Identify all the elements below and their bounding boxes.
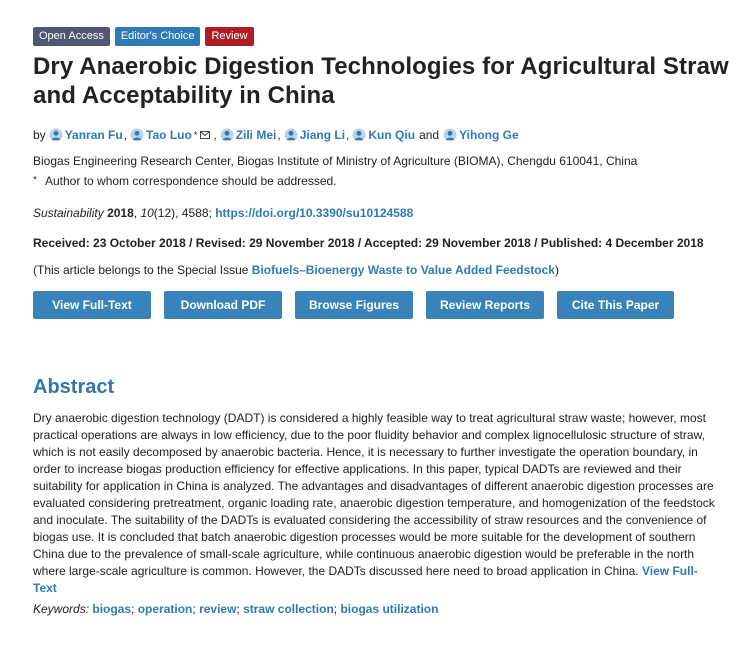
publication-dates: Received: 23 October 2018 / Revised: 29 November 2018 / Accepted: 29 November 2018 / Published: 4 December 2018	[33, 236, 704, 250]
author-link[interactable]	[130, 126, 192, 144]
author-link[interactable]	[352, 126, 415, 144]
keyword-link[interactable]: review	[199, 602, 237, 616]
author-name: Tao Luo	[146, 128, 192, 142]
person-icon	[130, 128, 144, 142]
author-name: Zili Mei	[235, 128, 277, 142]
keywords: Keywords: biogas; operation; review; straw collection; biogas utilization	[33, 602, 439, 616]
browse-figures-button[interactable]: Browse Figures	[295, 291, 413, 319]
keyword-link[interactable]: operation	[137, 602, 193, 616]
special-issue-prefix: (This article belongs to the Special Issue	[33, 263, 252, 277]
open-access-badge[interactable]: Open Access	[33, 27, 110, 46]
author-name: Jiang Li	[299, 128, 346, 142]
keyword-link[interactable]: biogas utilization	[340, 602, 439, 616]
special-issue-suffix: )	[554, 263, 559, 277]
abstract-heading: Abstract	[33, 376, 115, 398]
author-name: Yanran Fu	[64, 128, 123, 142]
by-label: by	[33, 128, 46, 142]
article-page	[33, 27, 733, 617]
person-icon	[443, 128, 457, 142]
cite-this-paper-button[interactable]: Cite This Paper	[557, 291, 674, 319]
journal-name: Sustainability	[33, 206, 104, 220]
editors-choice-badge[interactable]: Editor's Choice	[115, 27, 201, 46]
article-title: Dry Anaerobic Digestion Technologies for Agricultural Straw and Acceptability in China	[33, 53, 729, 109]
review-reports-button[interactable]: Review Reports	[426, 291, 544, 319]
review-badge[interactable]: Review	[205, 27, 253, 46]
citation-year: 2018	[107, 206, 134, 220]
view-full-text-button[interactable]: View Full-Text	[33, 291, 151, 319]
abstract-text: Dry anaerobic digestion technology (DADT) is considered a highly feasible way to treat agricultural straw waste; however, most practical operations are always in low efficiency, due to the poor fluidity behavior and complex lignocellulosic structure of straw, which is not easily decomposed by anaerobic bacteria. Hence, it is necessary to further investigate the operation boundary, in order to increase biogas production efficiency for effective applications. In this paper, typical DADTs are reviewed and their suitability for application in China is analyzed. The advantages and disadvantages of different anaerobic digestion processes are evaluated considering pretreatment, organic loading rate, anaerobic digestion temperature, and homogenization of the feedstock and inoculate. The suitability of the DADTs is evaluated considering the accessibility of straw resources and the convenience of biogas use. It is concluded that batch anaerobic digestion processes would be more suitable for the development of southern China due to the prevalence of small-scale agriculture, while continuous anaerobic digestion would be preferable in the north where large-scale agriculture is common. However, the DADTs discussed here need to broad application in China.	[33, 411, 715, 578]
author-link[interactable]	[284, 126, 345, 144]
and-label: and	[419, 128, 440, 142]
keyword-link[interactable]: straw collection	[243, 602, 334, 616]
author-list: by Yanran Fu , Tao Luo * , Zili Mei , Jiang Li , Kun Qiu and Yihong Ge	[33, 128, 519, 142]
person-icon	[49, 128, 63, 142]
author-link[interactable]	[443, 126, 519, 144]
author-link[interactable]	[220, 126, 277, 144]
author-name: Yihong Ge	[459, 128, 519, 142]
affiliation: Biogas Engineering Research Center, Biogas Institute of Ministry of Agriculture (BIOMA), Chengdu 610041, China	[33, 154, 638, 168]
correspondence-note	[33, 173, 733, 189]
corresponding-star: *	[193, 130, 198, 140]
special-issue-note	[33, 262, 733, 278]
download-pdf-button[interactable]: Download PDF	[164, 291, 282, 319]
person-icon	[352, 128, 366, 142]
correspondence-mark: *	[33, 175, 37, 186]
doi-link[interactable]: https://doi.org/10.3390/su10124588	[215, 206, 414, 220]
action-buttons	[33, 291, 733, 319]
keywords-label: Keywords:	[33, 602, 90, 616]
badge-row	[33, 27, 733, 46]
special-issue-link[interactable]: Biofuels–Bioenergy Waste to Value Added Feedstock	[251, 263, 555, 277]
correspondence-text: Author to whom correspondence should be addressed.	[45, 174, 337, 188]
abstract-body	[33, 410, 715, 597]
citation-volume: 10	[140, 206, 154, 220]
person-icon	[220, 128, 234, 142]
keyword-link[interactable]: biogas	[92, 602, 132, 616]
mail-icon[interactable]	[200, 131, 210, 139]
citation-issue-pages: (12), 4588;	[153, 206, 212, 220]
author-link[interactable]	[49, 126, 123, 144]
abstract-full-text-link[interactable]: View Full-Text	[33, 564, 698, 595]
person-icon	[284, 128, 298, 142]
author-name: Kun Qiu	[368, 128, 416, 142]
citation-line: Sustainability 2018, 10(12), 4588; https://doi.org/10.3390/su10124588	[33, 206, 414, 220]
